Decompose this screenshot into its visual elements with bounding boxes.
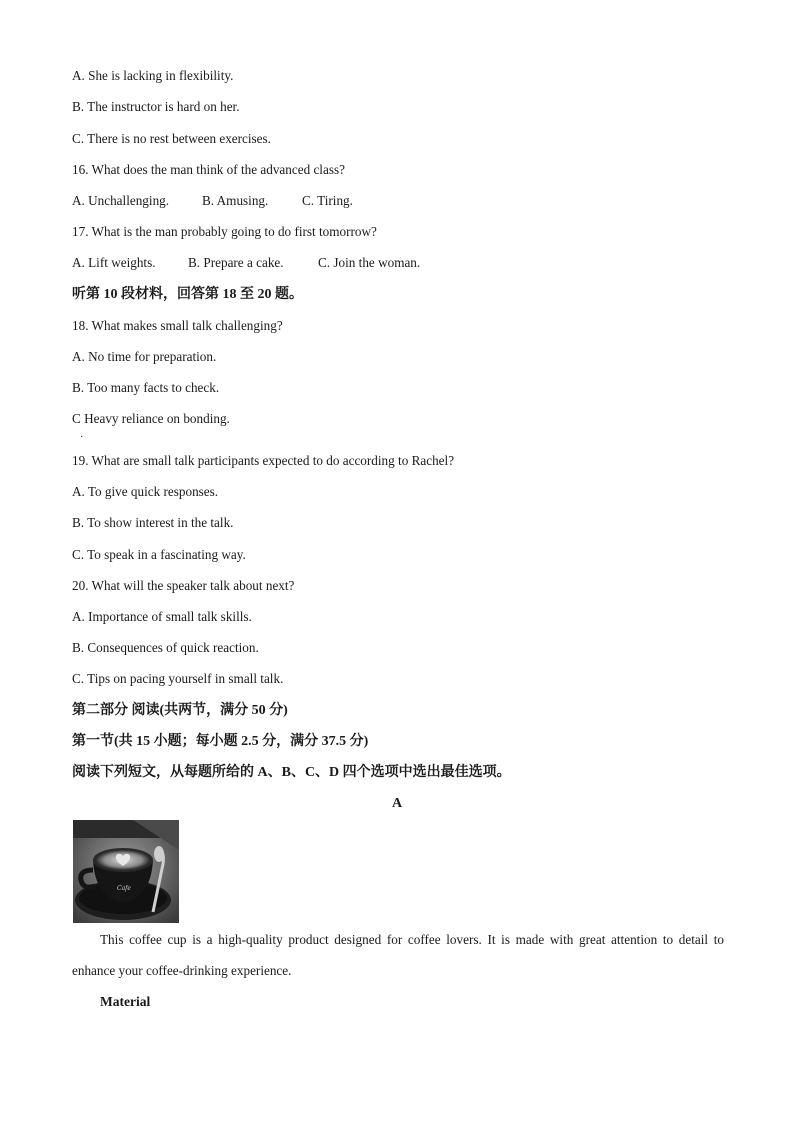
material-subheading: Material [100,994,151,1009]
section10-heading: 听第 10 段材料，回答第 18 至 20 题。 [72,287,303,302]
q20-option-a: A. Importance of small talk skills. [72,609,252,624]
passage-paragraph: This coffee cup is a high-quality product designed for coffee lovers. It is made with great attention to detail to enhance your coffee-drinking experience. [72,932,724,978]
coffee-cup-photo [73,820,179,923]
instructions: 阅读下列短文，从每题所给的 A、B、C、D 四个选项中选出最佳选项。 [72,765,511,780]
q16-option-a: A. Unchallenging. [72,193,170,208]
q19-question: 19. What are small talk participants expected to do according to Rachel? [72,453,455,468]
section1-heading: 第一节(共 15 小题；每小题 2.5 分，满分 37.5 分) [72,734,369,749]
q17-question: 17. What is the man probably going to do first tomorrow? [72,224,377,239]
q16-options [72,193,353,209]
q18-option-b: B. Too many facts to check. [72,380,220,395]
part2-heading: 第二部分 阅读(共两节，满分 50 分) [72,703,288,718]
svg-text:Cafe: Cafe [117,885,131,892]
passage-letter: A [391,796,403,811]
q17-options [72,255,420,271]
q17-option-b: B. Prepare a cake. [188,255,284,270]
q16-option-c: C. Tiring. [302,193,353,208]
q16-question: 16. What does the man think of the advanced class? [72,162,345,177]
q18-option-a: A. No time for preparation. [72,349,217,364]
q16-option-b: B. Amusing. [202,193,269,208]
q19-option-c: C. To speak in a fascinating way. [72,547,246,562]
q19-option-b: B. To show interest in the talk. [72,515,234,530]
q18-option-c: C Heavy reliance on bonding. [72,411,230,426]
q20-question: 20. What will the speaker talk about next? [72,578,295,593]
stray-mark: · [80,432,84,443]
q15-option-c: C. There is no rest between exercises. [72,131,271,146]
q18-question: 18. What makes small talk challenging? [72,318,283,333]
q17-option-a: A. Lift weights. [72,255,156,270]
q15-option-b: B. The instructor is hard on her. [72,99,240,114]
q20-option-c: C. Tips on pacing yourself in small talk. [72,671,284,686]
q20-option-b: B. Consequences of quick reaction. [72,640,259,655]
q17-option-c: C. Join the woman. [318,255,421,270]
q19-option-a: A. To give quick responses. [72,484,219,499]
q15-option-a: A. She is lacking in flexibility. [72,68,234,83]
